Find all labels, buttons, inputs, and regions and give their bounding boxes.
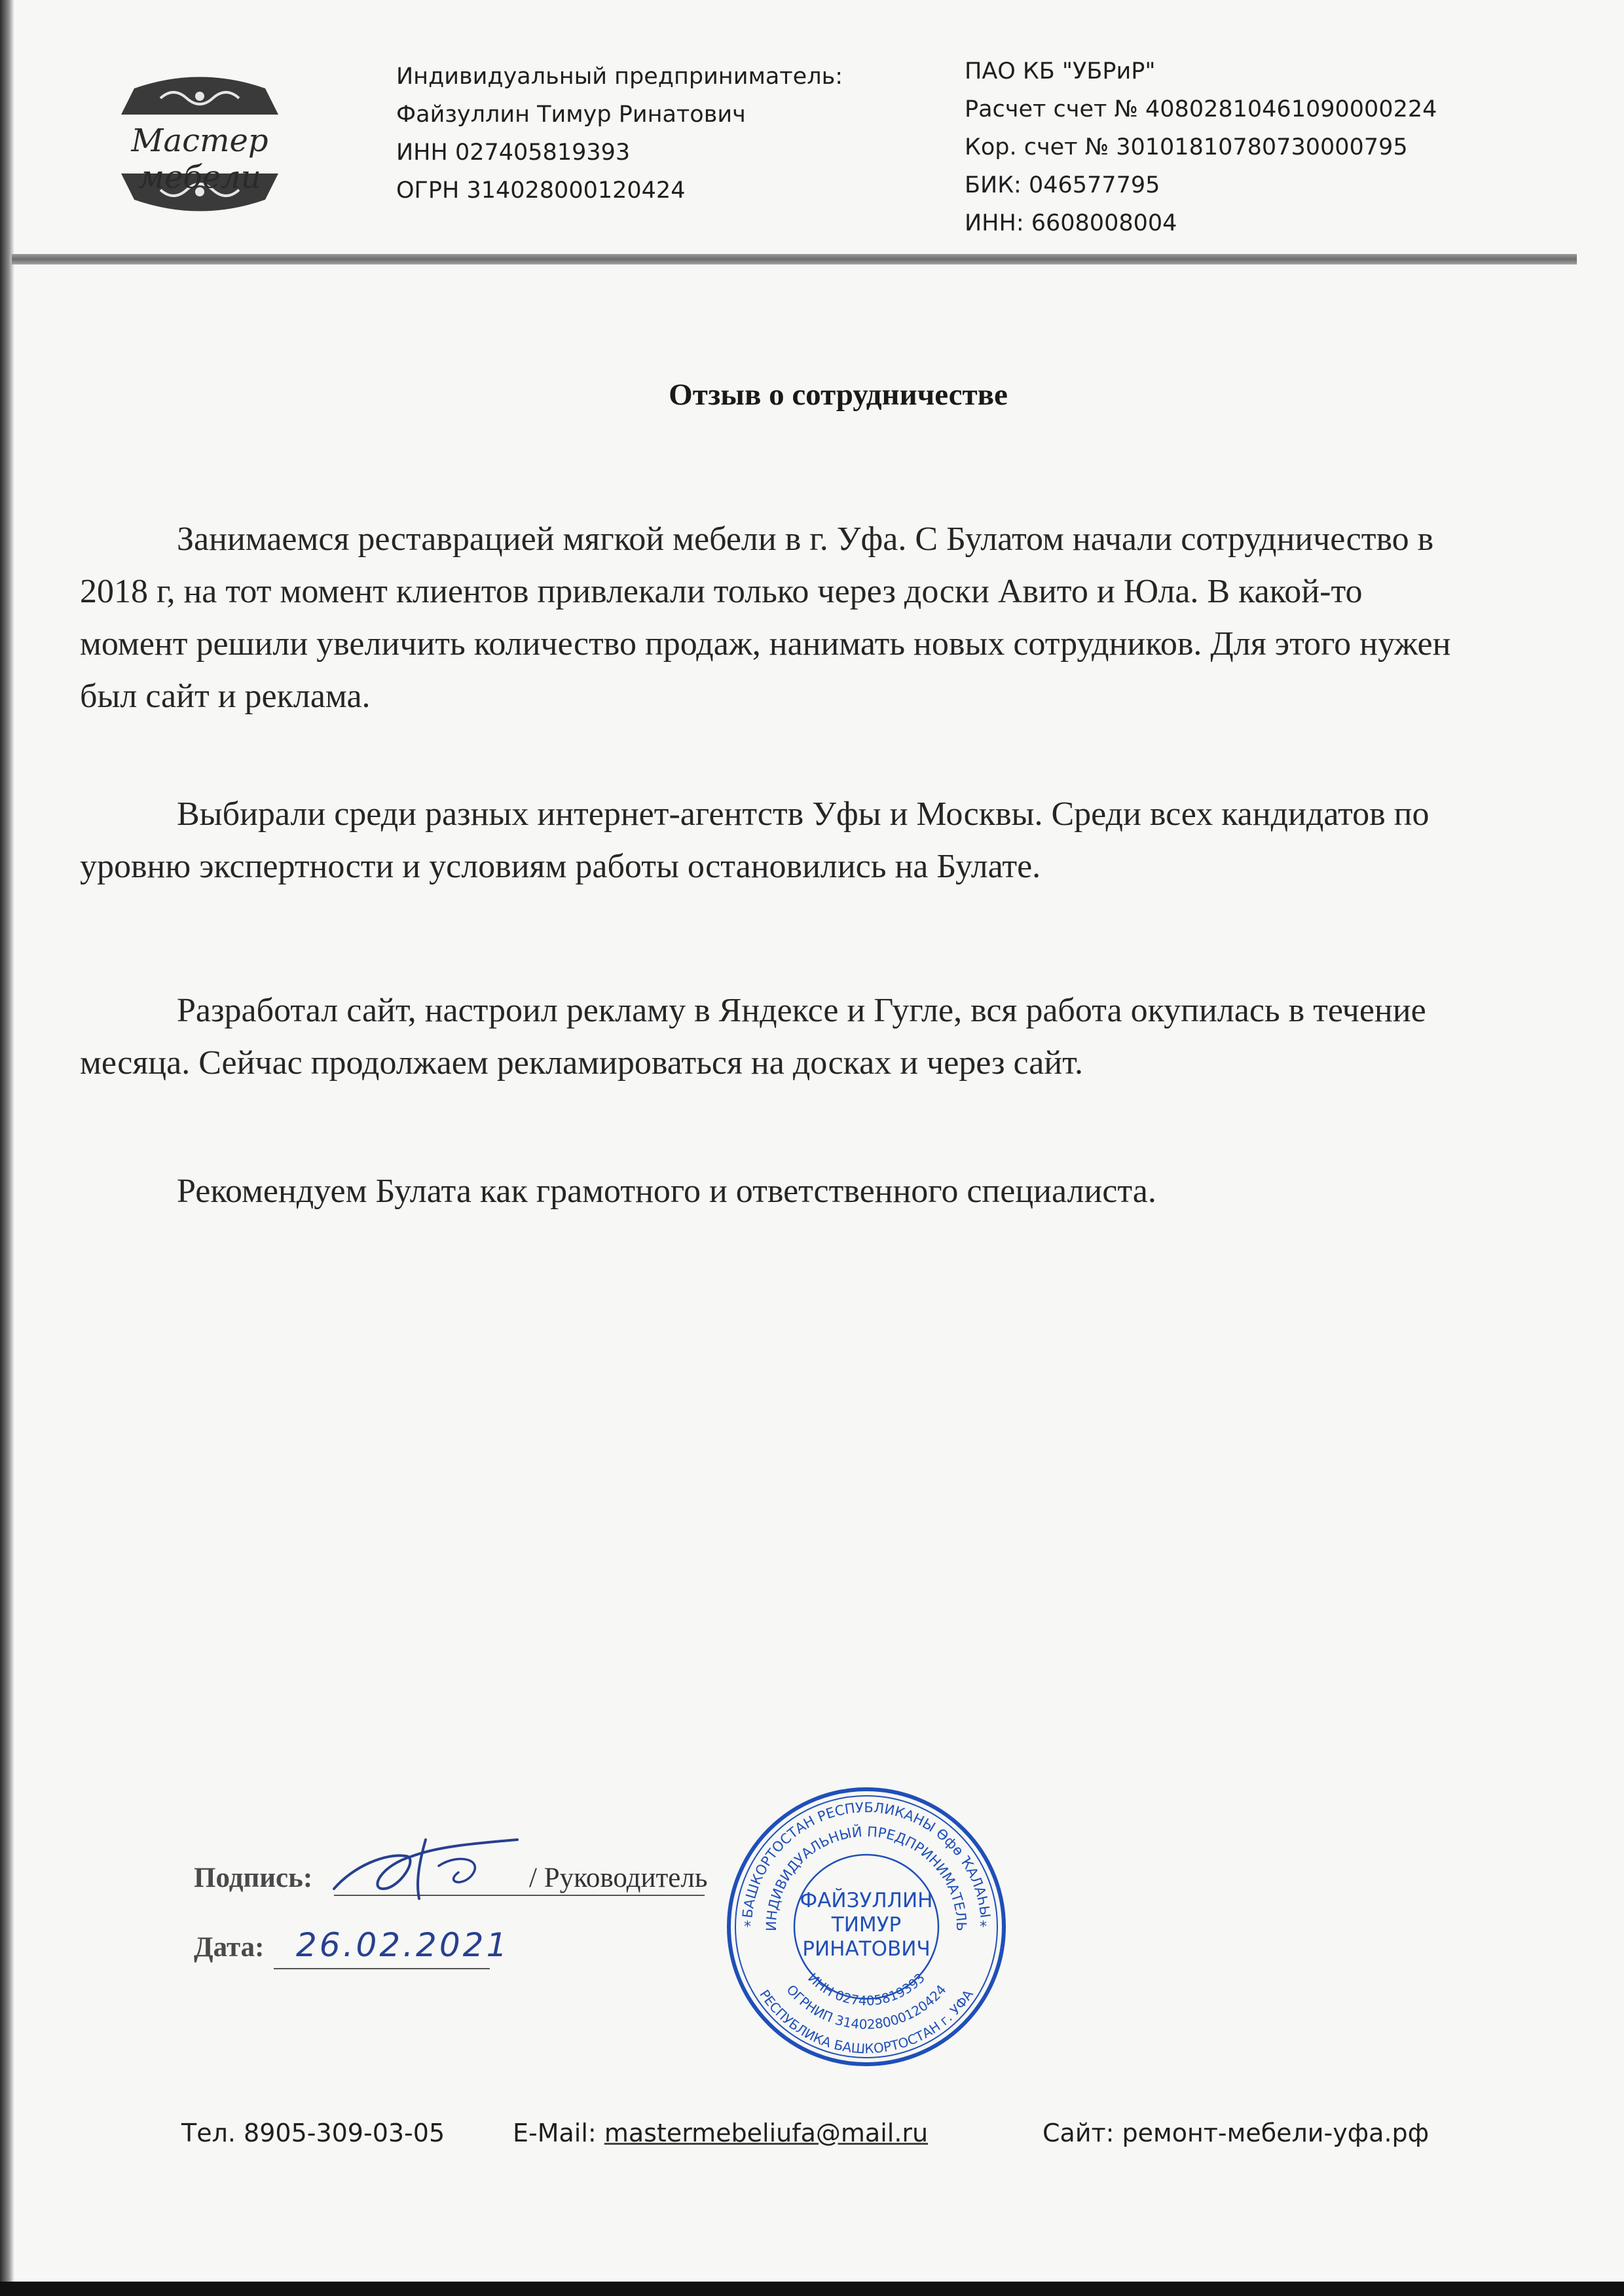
date-value: 26.02.2021 bbox=[296, 1926, 510, 1964]
bank-line: Кор. счет № 30101810780730000795 bbox=[965, 134, 1408, 160]
signature-role: / Руководитель bbox=[529, 1863, 708, 1893]
stamp-bottom-outer-text: РЕСПУБЛИКА БАШКОРТОСТАН г. УФА bbox=[756, 1986, 976, 2057]
entrepreneur-line: ОГРН 314028000120424 bbox=[396, 177, 686, 204]
entrepreneur-line: Индивидуальный предприниматель: bbox=[396, 64, 843, 90]
stamp-star-left: * bbox=[744, 1919, 751, 1935]
stamp-bottom-mid-text: ОГРНИП 314028000120424 bbox=[783, 1981, 950, 2033]
footer-email-link[interactable]: mastermebeliufa@mail.ru bbox=[604, 2119, 929, 2147]
signature-label: Подпись: bbox=[194, 1863, 313, 1893]
scan-shadow-bottom bbox=[0, 2282, 1624, 2296]
footer-email-label: E-Mail: bbox=[513, 2119, 597, 2147]
bank-line: БИК: 046577795 bbox=[965, 172, 1160, 198]
body-paragraph: Рекомендуем Булата как грамотного и ответственного специалиста. bbox=[177, 1173, 1156, 1210]
stamp-inner-ring-text: ИНДИВИДУАЛЬНЫЙ ПРЕДПРИНИМАТЕЛЬ bbox=[763, 1823, 970, 1931]
bank-line: Расчет счет № 40802810461090000224 bbox=[965, 96, 1437, 122]
date-row bbox=[194, 1926, 534, 1977]
entrepreneur-line: ИНН 027405819393 bbox=[396, 139, 631, 166]
body-paragraph: Выбирали среди разных интернет-агентств Уфы и Москвы. Среди всех кандидатов по уровню экспертности и условиям работы остановились на Булате. bbox=[80, 795, 1430, 885]
footer-site: Сайт: ремонт-мебели-уфа.рф bbox=[1043, 2119, 1430, 2147]
stamp-outer-ring-text: БАШКОРТОСТАН РЕСПУБЛИКАНЫ Өфө ҠАЛАҺЫ bbox=[739, 1799, 993, 1919]
entrepreneur-line: Файзуллин Тимур Ринатович bbox=[396, 101, 746, 128]
entrepreneur-details bbox=[396, 58, 843, 210]
footer-email bbox=[513, 2119, 928, 2147]
header-divider bbox=[12, 254, 1577, 264]
stamp-bottom-inner-text: ИНН 027405819393 bbox=[805, 1969, 928, 2009]
bank-line: ИНН: 6608008004 bbox=[965, 210, 1177, 236]
bank-line: ПАО КБ "УБРиР" bbox=[965, 58, 1156, 84]
date-label: Дата: bbox=[194, 1932, 265, 1963]
handwritten-signature bbox=[327, 1827, 524, 1912]
stamp-name-line: ФАЙЗУЛЛИН bbox=[800, 1889, 933, 1912]
bank-details bbox=[965, 52, 1437, 242]
document-title: Отзыв о сотрудничестве bbox=[669, 378, 1008, 412]
stamp-name-line: ТИМУР bbox=[831, 1913, 902, 1937]
date-line bbox=[274, 1968, 490, 1969]
logo-text: Мастер мебели bbox=[131, 122, 268, 196]
footer-phone: Тел. 8905-309-03-05 bbox=[181, 2119, 445, 2147]
company-logo bbox=[82, 62, 318, 226]
stamp-name-line: РИНАТОВИЧ bbox=[802, 1937, 931, 1961]
stamp-star-right: * bbox=[980, 1919, 987, 1935]
scan-shadow-left bbox=[0, 0, 14, 2296]
body-paragraph: Разработал сайт, настроил рекламу в Яндексе и Гугле, вся работа окупилась в течение месяца. Сейчас продолжаем рекламироваться на досках и через сайт. bbox=[80, 992, 1426, 1082]
official-stamp bbox=[726, 1786, 1007, 2068]
body-paragraph: Занимаемся реставрацией мягкой мебели в г. Уфа. С Булатом начали сотрудничество в 2018 г, на тот момент клиентов привлекали только через доски Авито и Юла. В какой-то момент решили увеличить количество продаж, нанимать новых сотрудников. Для этого нужен был сайт и реклама. bbox=[80, 520, 1451, 715]
